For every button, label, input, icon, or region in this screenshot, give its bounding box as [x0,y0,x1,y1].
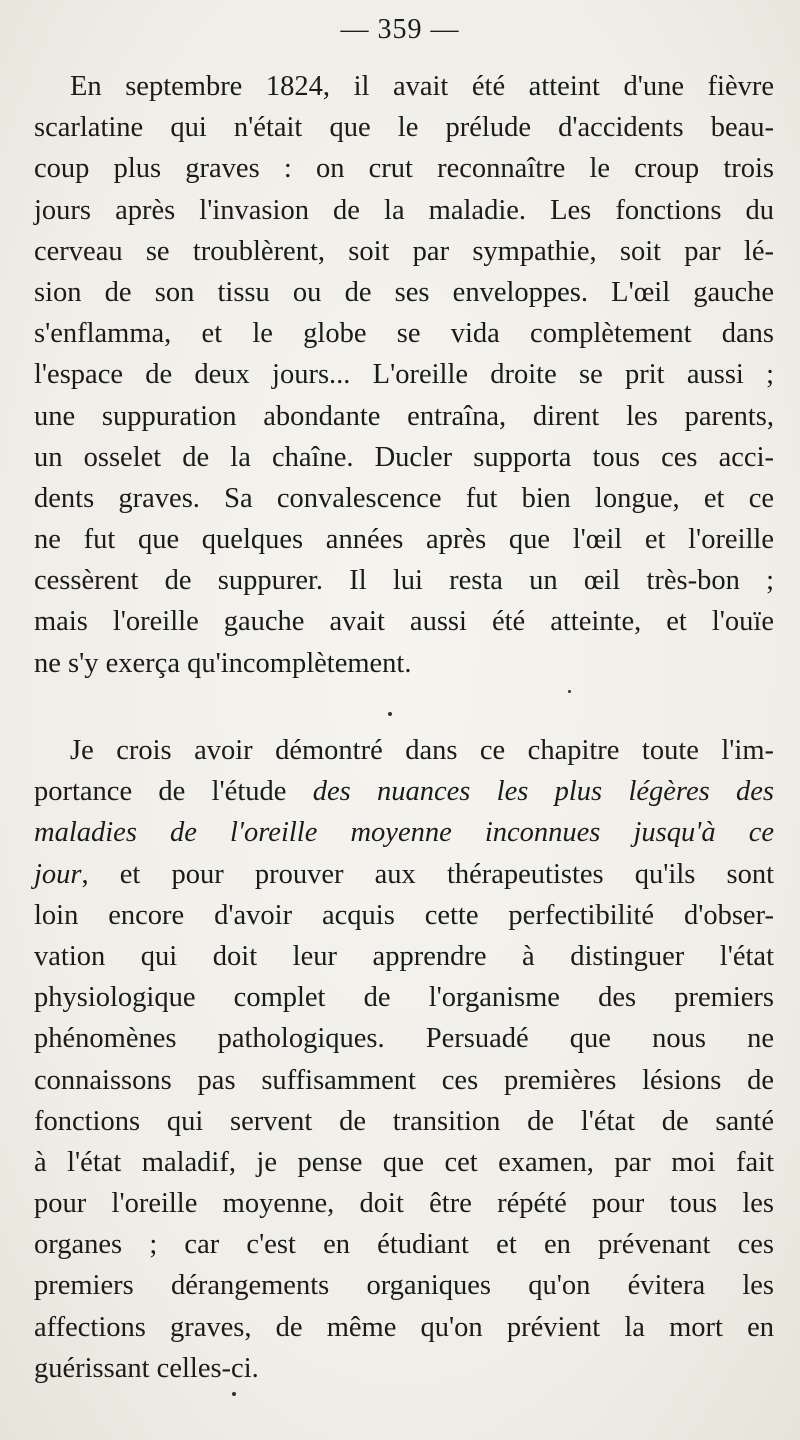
text-line: l'espace de deux jours... L'oreille droite se prit aussi ; [34,359,774,391]
text-line: scarlatine qui n'était que le prélude d'accidents beau- [34,112,774,144]
text-line: physiologique complet de l'organisme des premiers [34,982,774,1014]
text-line: coup plus graves : on crut reconnaître le croup trois [34,153,774,185]
paragraph-2 [34,730,774,1389]
text-line: portance de l'étude des nuances les plus légères des [34,776,774,808]
text-line: loin encore d'avoir acquis cette perfectibilité d'obser- [34,899,774,931]
text-line: jour, et pour prouver aux thérapeutistes qu'ils sont [34,858,774,890]
text-line: En septembre 1824, il avait été atteint d'une fièvre [70,71,774,102]
text-line: un osselet de la chaîne. Ducler supporta tous ces acci- [34,441,774,473]
italic-emphasis: jour [34,858,82,890]
text-line: affections graves, de même qu'on prévient la mort en [34,1311,774,1343]
text-line [34,812,774,853]
page-number: — 359 — [340,14,460,45]
text-line: s'enflamma, et le globe se vida complètement dans [34,318,774,350]
ink-speck [388,712,392,716]
text-line: phénomènes pathologiques. Persuadé que nous ne [34,1023,774,1055]
text-line: ne s'y exerça qu'incomplètement. [34,647,412,679]
ink-speck [232,1392,236,1396]
italic-emphasis: des nuances les plus légères des [312,776,774,808]
ink-speck [568,690,571,693]
text-line: dents graves. Sa convalescence fut bien longue, et ce [34,482,774,514]
text-line: cerveau se troublèrent, soit par sympathie, soit par lé- [34,235,774,267]
text-line: ne fut que quelques années après que l'œil et l'oreille [34,524,774,556]
text-line: jours après l'invasion de la maladie. Les fonctions du [34,194,774,226]
text-line: une suppuration abondante entraîna, dirent les parents, [34,400,774,432]
text-line: mais l'oreille gauche avait aussi été atteinte, et l'ouïe [34,606,774,638]
text-line: vation qui doit leur apprendre à distinguer l'état [34,940,774,972]
text-line: Je crois avoir démontré dans ce chapitre toute l'im- [70,735,774,766]
text-line: cessèrent de suppurer. Il lui resta un œil très-bon ; [34,565,774,597]
text-line: à l'état maladif, je pense que cet examen, par moi fait [34,1146,774,1178]
text-line: premiers dérangements organiques qu'on évitera les [34,1270,774,1302]
text-line: fonctions qui servent de transition de l'état de santé [34,1105,774,1137]
text-line: pour l'oreille moyenne, doit être répété pour tous les [34,1188,774,1220]
paragraph-1 [34,66,774,684]
text-line: connaissons pas suffisamment ces premières lésions de [34,1064,774,1096]
italic-emphasis: maladies de l'oreille moyenne inconnues jusqu'à ce [34,817,774,849]
text-line: guérissant celles-ci. [34,1352,259,1384]
text-line: sion de son tissu ou de ses enveloppes. L'œil gauche [34,276,774,308]
text-line: organes ; car c'est en étudiant et en prévenant ces [34,1229,774,1261]
